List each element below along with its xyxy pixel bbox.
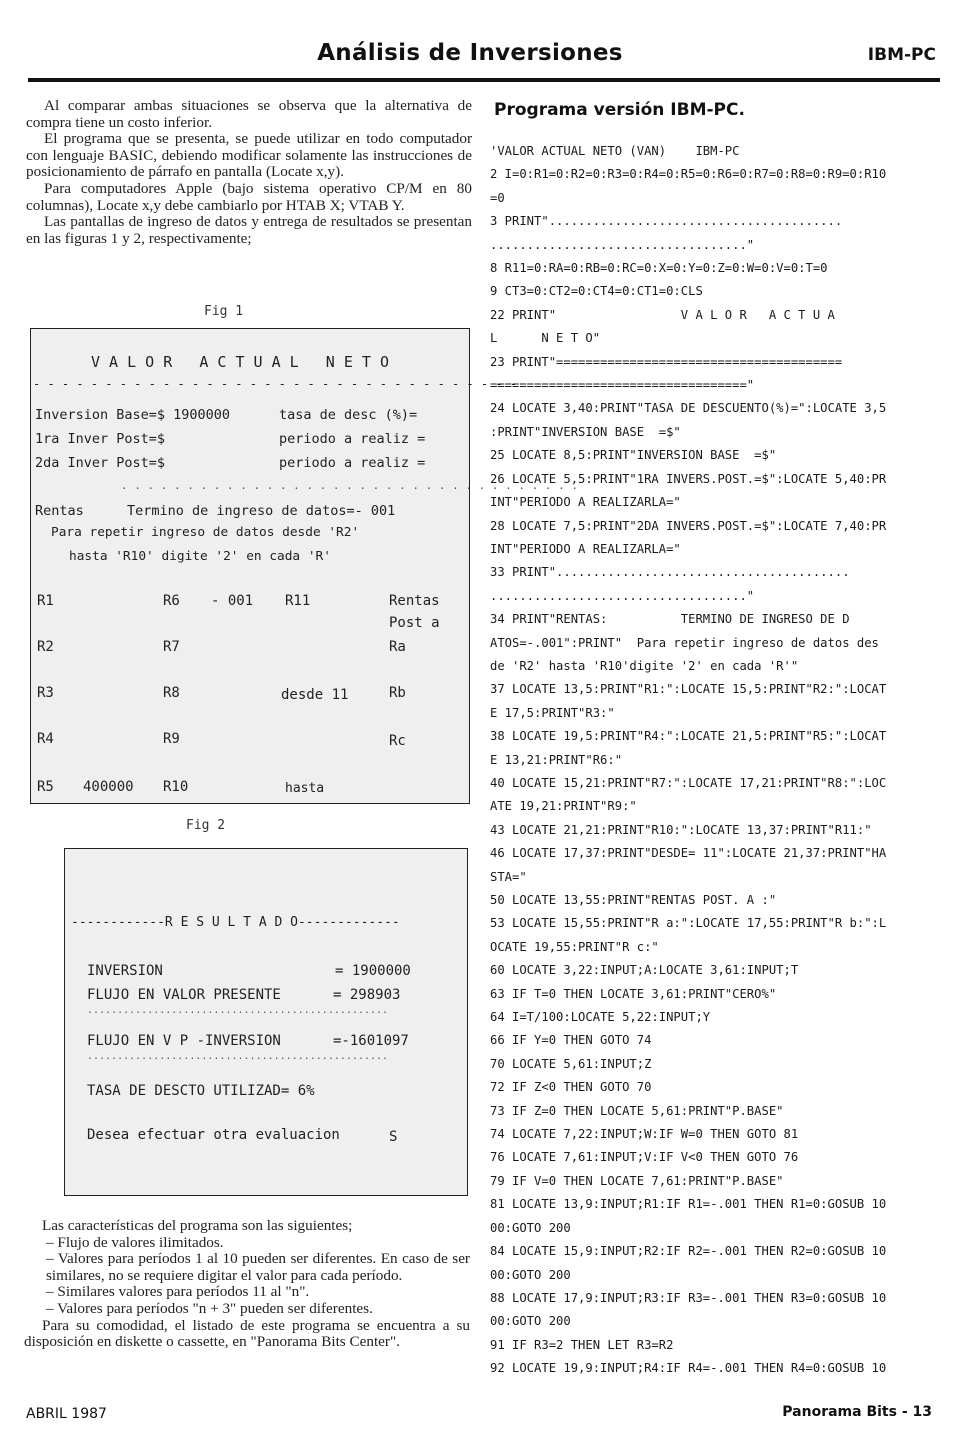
code-line: INT"PERIODO A REALIZARLA=" — [490, 495, 681, 510]
fig1-post-a: Post a — [389, 615, 440, 631]
fig1-r8: R8 — [163, 685, 180, 701]
fig2-dots-1: .................................................. — [87, 1005, 389, 1016]
fig1-r3: R3 — [37, 685, 54, 701]
footer-date: ABRIL 1987 — [26, 1406, 107, 1422]
fig1-periodo-1: periodo a realiz = — [279, 431, 426, 447]
program-title: Programa versión IBM-PC. — [494, 100, 745, 120]
fig1-inversion-base: Inversion Base=$ 1900000 — [35, 407, 231, 423]
code-line: 38 LOCATE 19,5:PRINT"R4:":LOCATE 21,5:PRINT"R5:":LOCAT — [490, 729, 887, 744]
fig1-r10: R10 — [163, 779, 189, 795]
fig2-title: ------------R E S U L T A D O------------- — [71, 915, 400, 930]
fig1-inver-post-1: 1ra Inver Post=$ — [35, 431, 166, 447]
code-line: 50 LOCATE 13,55:PRINT"RENTAS POST. A :" — [490, 893, 777, 907]
fig1-r5-value: 400000 — [83, 779, 134, 795]
fig1-rentas: Rentas — [35, 503, 84, 519]
closing-final: Para su comodidad, el listado de este programa se encuentra a su disposición en diskette o cassette, en "Panorama Bits Center". — [24, 1316, 470, 1351]
code-line: =0 — [490, 190, 505, 205]
code-line: E 17,5:PRINT"R3:" — [490, 705, 615, 720]
code-line: 53 LOCATE 15,55:PRINT"R a:":LOCATE 17,55:PRINT"R b:":L — [490, 916, 887, 931]
code-listing — [490, 140, 940, 1381]
fig1-separator: - - - - - - - - - - - - - - - - - - - - - - - - - - - - - - - - - - — [33, 377, 518, 391]
fig2-inversion-value: = 1900000 — [335, 963, 411, 979]
intro-paragraph: Las pantallas de ingreso de datos y entrega de resultados se presentan en las figuras 1 y 2, respectivamente; — [26, 213, 472, 247]
header-rule — [28, 78, 940, 82]
code-line: 00:GOTO 200 — [490, 1220, 571, 1235]
footer-page: Panorama Bits - 13 — [782, 1404, 932, 1420]
code-line: 92 LOCATE 19,9:INPUT;R4:IF R4=-.001 THEN R4=0:GOSUB 10 — [490, 1361, 887, 1376]
intro-paragraph: El programa que se presenta, se puede utilizar en todo computador con lenguaje BASIC, debiendo modificar solamente las instrucciones de posicionamiento de párrafo en pantalla (Locate x,y). — [26, 130, 472, 181]
fig1-ra: Ra — [389, 639, 406, 655]
code-line: ..................................." — [490, 588, 755, 603]
fig1-dots: . . . . . . . . . . . . . . . . . . . . . . . . . . . . . . . . . . . — [121, 479, 578, 492]
fig2-desea-answer: S — [389, 1129, 398, 1145]
code-line: 81 LOCATE 13,9:INPUT;R1:IF R1=-.001 THEN R1=0:GOSUB 10 — [490, 1197, 887, 1212]
code-line: 9 CT3=0:CT2=0:CT4=0:CT1=0:CLS — [490, 284, 703, 299]
code-line: 66 IF Y=0 THEN GOTO 74 — [490, 1033, 652, 1048]
code-line: 60 LOCATE 3,22:INPUT;A:LOCATE 3,61:INPUT;T — [490, 963, 799, 978]
fig1-rb: Rb — [389, 685, 406, 701]
code-line: 43 LOCATE 21,21:PRINT"R10:":LOCATE 13,37:PRINT"R11:" — [490, 822, 872, 837]
code-line: 70 LOCATE 5,61:INPUT;Z — [490, 1056, 652, 1071]
code-line: 73 IF Z=0 THEN LOCATE 5,61:PRINT"P.BASE" — [490, 1103, 784, 1118]
fig1-repetir-2: hasta 'R10' digite '2' en cada 'R' — [69, 549, 331, 564]
fig1-r6-value: - 001 — [211, 593, 254, 609]
code-line: ATE 19,21:PRINT"R9:" — [490, 799, 637, 814]
code-line: 91 IF R3=2 THEN LET R3=R2 — [490, 1337, 674, 1352]
intro-text — [26, 98, 472, 247]
code-line: 00:GOTO 200 — [490, 1314, 571, 1329]
code-line: 34 PRINT"RENTAS: TERMINO DE INGRESO DE D — [490, 612, 850, 627]
code-line: 'VALOR ACTUAL NETO (VAN) IBM-PC — [490, 144, 740, 158]
fig1-tasa-desc: tasa de desc (%)= — [279, 407, 418, 423]
fig1-inver-post-2: 2da Inver Post=$ — [35, 455, 166, 471]
fig1-desde: desde 11 — [281, 687, 349, 703]
code-line: 88 LOCATE 17,9:INPUT;R3:IF R3=-.001 THEN R3=0:GOSUB 10 — [490, 1290, 887, 1305]
code-line: :PRINT"INVERSION BASE =$" — [490, 424, 681, 439]
fig1-periodo-2: periodo a realiz = — [279, 455, 426, 471]
code-line: 79 IF V=0 THEN LOCATE 7,61:PRINT"P.BASE" — [490, 1173, 784, 1188]
code-line: 33 PRINT"........................................ — [490, 565, 850, 580]
feature-item: – Similares valores para períodos 11 al "n". — [46, 1283, 310, 1301]
code-line: 28 LOCATE 7,5:PRINT"2DA INVERS.POST.=$":LOCATE 7,40:PR — [490, 518, 887, 533]
code-line: 64 I=T/100:LOCATE 5,22:INPUT;Y — [490, 1010, 711, 1025]
fig2-tasa: TASA DE DESCTO UTILIZAD= 6% — [87, 1083, 315, 1099]
code-line: L N E T O" — [490, 331, 601, 346]
fig2-dots-2: .................................................. — [87, 1051, 389, 1062]
code-line: ===================================" — [490, 378, 755, 393]
code-line: 63 IF T=0 THEN LOCATE 3,61:PRINT"CERO%" — [490, 986, 777, 1001]
page-title: Análisis de Inversiones — [317, 40, 623, 66]
fig1-repetir-1: Para repetir ingreso de datos desde 'R2' — [51, 525, 360, 540]
code-line: 23 PRINT"======================================= — [490, 354, 843, 369]
fig1-rentas-post: Rentas — [389, 593, 440, 609]
feature-item: – Valores para períodos "n + 3" pueden ser diferentes. — [46, 1299, 373, 1317]
fig1-r1: R1 — [37, 593, 54, 609]
fig1-rc: Rc — [389, 733, 406, 749]
code-line: 84 LOCATE 15,9:INPUT;R2:IF R2=-.001 THEN R2=0:GOSUB 10 — [490, 1244, 887, 1259]
feature-item: – Valores para períodos 1 al 10 pueden ser diferentes. En caso de ser similares, no se requiere digitar el valor para cada período. — [46, 1250, 470, 1284]
fig2-flujo-inv-value: =-1601097 — [333, 1033, 409, 1049]
code-line: OCATE 19,55:PRINT"R c:" — [490, 939, 659, 954]
fig1-r4: R4 — [37, 731, 54, 747]
fig1-r11: R11 — [285, 593, 311, 609]
section-brand: IBM-PC — [867, 45, 936, 65]
fig1-hasta: hasta — [285, 781, 325, 796]
code-line: 72 IF Z<0 THEN GOTO 70 — [490, 1080, 652, 1095]
code-line: INT"PERIODO A REALIZARLA=" — [490, 541, 681, 556]
code-line: 74 LOCATE 7,22:INPUT;W:IF W=0 THEN GOTO 81 — [490, 1127, 799, 1142]
code-line: 46 LOCATE 17,37:PRINT"DESDE= 11":LOCATE 21,37:PRINT"HA — [490, 846, 887, 861]
fig2-inversion-label: INVERSION — [87, 963, 163, 979]
code-line: 3 PRINT"........................................ — [490, 214, 843, 229]
fig1-r9: R9 — [163, 731, 180, 747]
fig1-r5: R5 — [37, 779, 54, 795]
fig2-flujo-value: = 298903 — [333, 987, 401, 1003]
closing-text — [24, 1218, 470, 1351]
code-line: 00:GOTO 200 — [490, 1267, 571, 1282]
fig2-flujo-inv-label: FLUJO EN V P -INVERSION — [87, 1033, 281, 1049]
code-line: 22 PRINT" V A L O R A C T U A — [490, 307, 835, 322]
code-line: 2 I=0:R1=0:R2=0:R3=0:R4=0:R5=0:R6=0:R7=0:R8=0:R9=0:R10 — [490, 167, 887, 182]
code-line: 26 LOCATE 5,5:PRINT"1RA INVERS.POST.=$":LOCATE 5,40:PR — [490, 471, 887, 486]
code-line: 37 LOCATE 13,5:PRINT"R1:":LOCATE 15,5:PRINT"R2:":LOCAT — [490, 682, 887, 697]
fig1-r6: R6 — [163, 593, 180, 609]
code-line: 24 LOCATE 3,40:PRINT"TASA DE DESCUENTO(%)=":LOCATE 3,5 — [490, 401, 887, 416]
fig1-termino: Termino de ingreso de datos=- 001 — [127, 503, 396, 519]
code-line: E 13,21:PRINT"R6:" — [490, 752, 623, 767]
code-line: 8 R11=0:RA=0:RB=0:RC=0:X=0:Y=0:Z=0:W=0:V=0:T=0 — [490, 261, 828, 276]
fig2-caption: Fig 2 — [186, 818, 226, 833]
fig1-caption: Fig 1 — [204, 304, 244, 319]
feature-item: – Flujo de valores ilimitados. — [46, 1233, 224, 1251]
code-line: 40 LOCATE 15,21:PRINT"R7:":LOCATE 17,21:PRINT"R8:":LOC — [490, 775, 887, 790]
code-line: de 'R2' hasta 'R10'digite '2' en cada 'R'" — [490, 658, 799, 673]
code-line: STA=" — [490, 869, 527, 884]
fig1-r2: R2 — [37, 639, 54, 655]
intro-paragraph: Al comparar ambas situaciones se observa que la alternativa de compra tiene un costo inferior. — [26, 97, 472, 131]
fig1-r7: R7 — [163, 639, 180, 655]
code-line: 76 LOCATE 7,61:INPUT;V:IF V<0 THEN GOTO 76 — [490, 1150, 799, 1165]
fig2-screen — [64, 848, 468, 1196]
fig2-desea: Desea efectuar otra evaluacion — [87, 1127, 340, 1143]
fig1-title: V A L O R A C T U A L N E T O — [91, 353, 390, 371]
code-line: ATOS=-.001":PRINT" Para repetir ingreso de datos des — [490, 635, 879, 650]
closing-intro: Las características del programa son las siguientes; — [42, 1217, 353, 1234]
code-line: 25 LOCATE 8,5:PRINT"INVERSION BASE =$" — [490, 448, 777, 463]
fig2-flujo-label: FLUJO EN VALOR PRESENTE — [87, 987, 281, 1003]
code-line: ..................................." — [490, 237, 755, 252]
intro-paragraph: Para computadores Apple (bajo sistema operativo CP/M en 80 columnas), Locate x,y debe cambiarlo por HTAB X; VTAB Y. — [26, 179, 472, 214]
